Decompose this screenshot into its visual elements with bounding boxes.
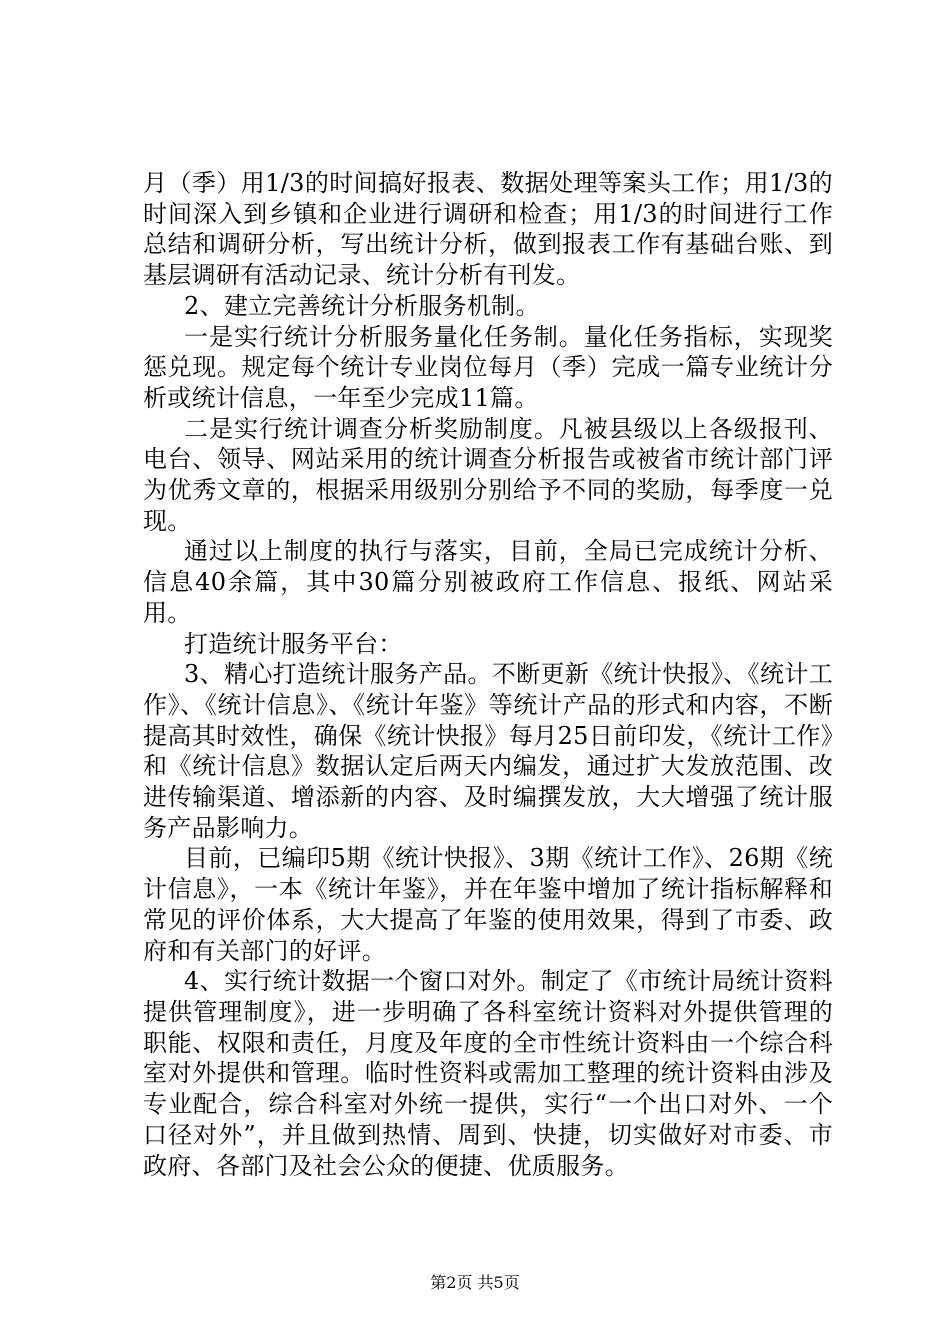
paragraph-section-2-heading: 2、建立完善统计分析服务机制。 bbox=[184, 291, 540, 320]
document-body bbox=[143, 168, 833, 1181]
paragraph-reward-system: 二是实行统计调查分析奖励制度。凡被县级以上各级报刊、电台、领导、网站采用的统计调查分析报告或被省市统计部门评为优秀文章的，根据采用级别分别给予不同的奖励，每季度一兑现。 bbox=[143, 414, 833, 535]
paragraph-publications: 目前，已编印5期《统计快报》、3期《统计工作》、26期《统计信息》，一本《统计年鉴》，并在年鉴中增加了统计指标解释和常见的评价体系，大大提高了年鉴的使用效果，得到了市委、政府和有关部门的好评。 bbox=[143, 844, 833, 965]
paragraph-section-3: 3、精心打造统计服务产品。不断更新《统计快报》、《统计工作》、《统计信息》、《统计年鉴》等统计产品的形式和内容，不断提高其时效性，确保《统计快报》每月25日前印发，《统计工作》和《统计信息》数据认定后两天内编发，通过扩大发放范围、改进传输渠道、增添新的内容、及时编撰发放，大大增强了统计服务产品影响力。 bbox=[143, 660, 833, 842]
page-footer: 第2页 共5页 bbox=[430, 1273, 520, 1292]
paragraph-continuation: 月（季）用1/3的时间搞好报表、数据处理等案头工作；用1/3的时间深入到乡镇和企业进行调研和检查；用1/3的时间进行工作总结和调研分析，写出统计分析，做到报表工作有基础台账、到基层调研有活动记录、统计分析有刊发。 bbox=[143, 169, 833, 290]
paragraph-platform-heading: 打造统计服务平台： bbox=[184, 629, 403, 658]
paragraph-section-4: 4、实行统计数据一个窗口对外。制定了《市统计局统计资料提供管理制度》，进一步明确了各科室统计资料对外提供管理的职能、权限和责任，月度及年度的全市性统计资料由一个综合科室对外提供和管理。临时性资料或需加工整理的统计资料由涉及专业配合，综合科室对外统一提供，实行“一个出口对外、一个口径对外”，并且做到热情、周到、快捷，切实做好对市委、市政府、各部门及社会公众的便捷、优质服务。 bbox=[143, 967, 833, 1180]
paragraph-results: 通过以上制度的执行与落实，目前，全局已完成统计分析、信息40余篇，其中30篇分别被政府工作信息、报纸、网站采用。 bbox=[143, 537, 833, 627]
paragraph-task-system: 一是实行统计分析服务量化任务制。量化任务指标，实现奖惩兑现。规定每个统计专业岗位每月（季）完成一篇专业统计分析或统计信息，一年至少完成11篇。 bbox=[143, 322, 833, 412]
